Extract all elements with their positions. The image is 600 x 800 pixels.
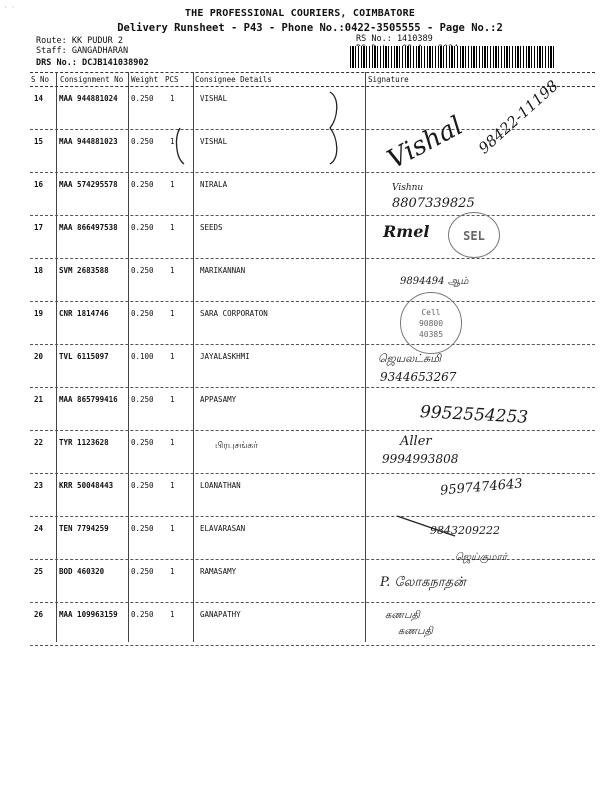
row-separator — [30, 516, 595, 517]
rs-number: RS No.: 1410389 — [356, 34, 433, 44]
handwritten-name-16: Vishnu — [392, 183, 424, 193]
row-consignment-no: KRR 50048443 — [59, 481, 114, 490]
row-pcs: 1 — [170, 180, 175, 189]
row-separator — [30, 301, 595, 302]
row-separator — [30, 559, 595, 560]
row-consignment-no: MAA 865799416 — [59, 395, 118, 404]
stamp-19-line-1: Cell — [421, 308, 441, 317]
row-weight: 0.100 — [131, 352, 154, 361]
strike-mark — [395, 512, 475, 542]
row-consignee: ELAVARASAN — [200, 524, 246, 533]
row-consignment-no: CNR 1814746 — [59, 309, 109, 318]
col-header-consignee: Consignee Details — [195, 75, 272, 84]
company-title: THE PROFESSIONAL COURIERS, COIMBATORE — [184, 8, 416, 19]
brace-mark — [170, 88, 350, 168]
scan-mark: · · — [4, 4, 15, 11]
handwritten-signature-22: Aller — [400, 434, 432, 449]
col-header-pcs: PCS — [165, 75, 179, 84]
row-sno: 15 — [34, 137, 44, 146]
row-consignee: VISHAL — [200, 94, 228, 103]
row-consignment-no: MAA 574295578 — [59, 180, 118, 189]
row-sno: 19 — [34, 309, 44, 318]
row-pcs: 1 — [170, 352, 175, 361]
row-consignee: SARA CORPORATON — [200, 309, 268, 318]
row-consignee: RAMASAMY — [200, 567, 237, 576]
row-consignee: NIRALA — [200, 180, 228, 189]
handwritten-phone-20: 9344653267 — [380, 370, 457, 384]
row-weight: 0.250 — [131, 438, 154, 447]
row-pcs: 1 — [170, 223, 175, 232]
row-consignee: VISHAL — [200, 137, 228, 146]
row-separator — [30, 645, 595, 646]
row-separator — [30, 258, 595, 259]
row-pcs: 1 — [170, 481, 175, 490]
row-consignment-no: BOD 460320 — [59, 567, 105, 576]
row-sno: 21 — [34, 395, 44, 404]
table-header-rule — [30, 86, 595, 87]
row-weight: 0.250 — [131, 395, 154, 404]
company-stamp-17: SEL — [448, 212, 500, 258]
row-pcs: 1 — [170, 567, 175, 576]
row-consignment-no: SVM 2683588 — [59, 266, 109, 275]
handwritten-phone-24: 9843209222 — [430, 524, 500, 537]
handwritten-phone-22: 9994993808 — [382, 452, 459, 466]
col-header-signature: Signature — [368, 75, 409, 84]
row-consignee: APPASAMY — [200, 395, 237, 404]
barcode — [350, 46, 555, 68]
row-consignee: LOANATHAN — [200, 481, 241, 490]
row-separator — [30, 473, 595, 474]
company-stamp-19 — [400, 292, 462, 354]
row-separator — [30, 602, 595, 603]
row-weight: 0.250 — [131, 567, 154, 576]
row-pcs: 1 — [170, 94, 175, 103]
row-sno: 26 — [34, 610, 44, 619]
row-consignee: GANAPATHY — [200, 610, 241, 619]
col-header-consignment: Consignment No — [60, 75, 124, 84]
handwritten-name-20: ஜெயலட்சுமி — [378, 352, 442, 365]
row-weight: 0.250 — [131, 137, 154, 146]
runsheet-subtitle: Delivery Runsheet - P43 - Phone No.:0422-3505555 - Page No.:2 — [117, 22, 503, 34]
row-weight: 0.250 — [131, 309, 154, 318]
row-consignment-no: MAA 866497538 — [59, 223, 118, 232]
row-weight: 0.250 — [131, 481, 154, 490]
stamp-19-line-2: 90800 — [418, 319, 444, 328]
row-separator — [30, 430, 595, 431]
row-pcs: 1 — [170, 438, 175, 447]
row-pcs: 1 — [170, 395, 175, 404]
row-separator — [30, 387, 595, 388]
row-weight: 0.250 — [131, 610, 154, 619]
row-consignment-no: MAA 944881023 — [59, 137, 118, 146]
row-consignment-no: TVL 6115097 — [59, 352, 109, 361]
handwritten-name-26a: கணபதி — [385, 610, 420, 621]
row-sno: 17 — [34, 223, 44, 232]
handwritten-phone-14: 98422-11198 — [474, 76, 562, 158]
row-weight: 0.250 — [131, 94, 154, 103]
table-top-rule — [30, 72, 595, 73]
handwritten-signature-15: Vishal — [382, 110, 468, 176]
handwritten-phone-21: 9952554253 — [419, 402, 529, 428]
handwritten-phone-23: 9597474643 — [439, 476, 524, 499]
row-pcs: 1 — [170, 266, 175, 275]
row-pcs: 1 — [170, 309, 175, 318]
row-consignment-no: MAA 109963159 — [59, 610, 118, 619]
handwritten-name-26b: கணபதி — [398, 626, 433, 637]
row-weight: 0.250 — [131, 223, 154, 232]
row-consignment-no: TYR 1123628 — [59, 438, 109, 447]
row-separator — [30, 172, 595, 173]
staff-label: Staff: GANGADHARAN — [36, 46, 129, 56]
row-sno: 22 — [34, 438, 44, 447]
col-header-weight: Weight — [131, 75, 159, 84]
drs-number: DRS No.: DCJB141038902 — [36, 58, 149, 68]
row-pcs: 1 — [170, 137, 175, 146]
row-consignee: SEEDS — [200, 223, 223, 232]
handwritten-signature-17: Rmel — [383, 222, 430, 241]
handwritten-name-25a: ஜெய்குமார் — [455, 552, 508, 563]
row-weight: 0.250 — [131, 266, 154, 275]
row-pcs: 1 — [170, 610, 175, 619]
row-consignment-no: TEN 7794259 — [59, 524, 109, 533]
route-label: Route: KK PUDUR 2 — [36, 36, 123, 46]
row-sno: 18 — [34, 266, 44, 275]
row-pcs: 1 — [170, 524, 175, 533]
row-sno: 25 — [34, 567, 44, 576]
row-consignee: JAYALASKHMI — [200, 352, 250, 361]
row-sno: 20 — [34, 352, 44, 361]
stamp-19-line-3: 40385 — [418, 330, 444, 339]
row-sno: 16 — [34, 180, 44, 189]
row-weight: 0.250 — [131, 524, 154, 533]
col-divider — [56, 72, 57, 642]
handwritten-phone-16: 8807339825 — [392, 196, 475, 211]
col-divider — [128, 72, 129, 642]
row-sno: 24 — [34, 524, 44, 533]
col-header-sno: S No — [31, 75, 50, 84]
row-sno: 14 — [34, 94, 44, 103]
row-consignee: MARIKANNAN — [200, 266, 246, 275]
handwritten-phone-18: 9894494 ஆம் — [400, 276, 469, 287]
handwritten-name-22: பிரபுசங்கர் — [215, 441, 258, 451]
row-sno: 23 — [34, 481, 44, 490]
row-separator — [30, 215, 595, 216]
col-divider — [365, 72, 366, 642]
row-weight: 0.250 — [131, 180, 154, 189]
row-separator — [30, 344, 595, 345]
row-consignment-no: MAA 944881024 — [59, 94, 118, 103]
handwritten-name-25b: P. லோகநாதன் — [380, 575, 466, 590]
